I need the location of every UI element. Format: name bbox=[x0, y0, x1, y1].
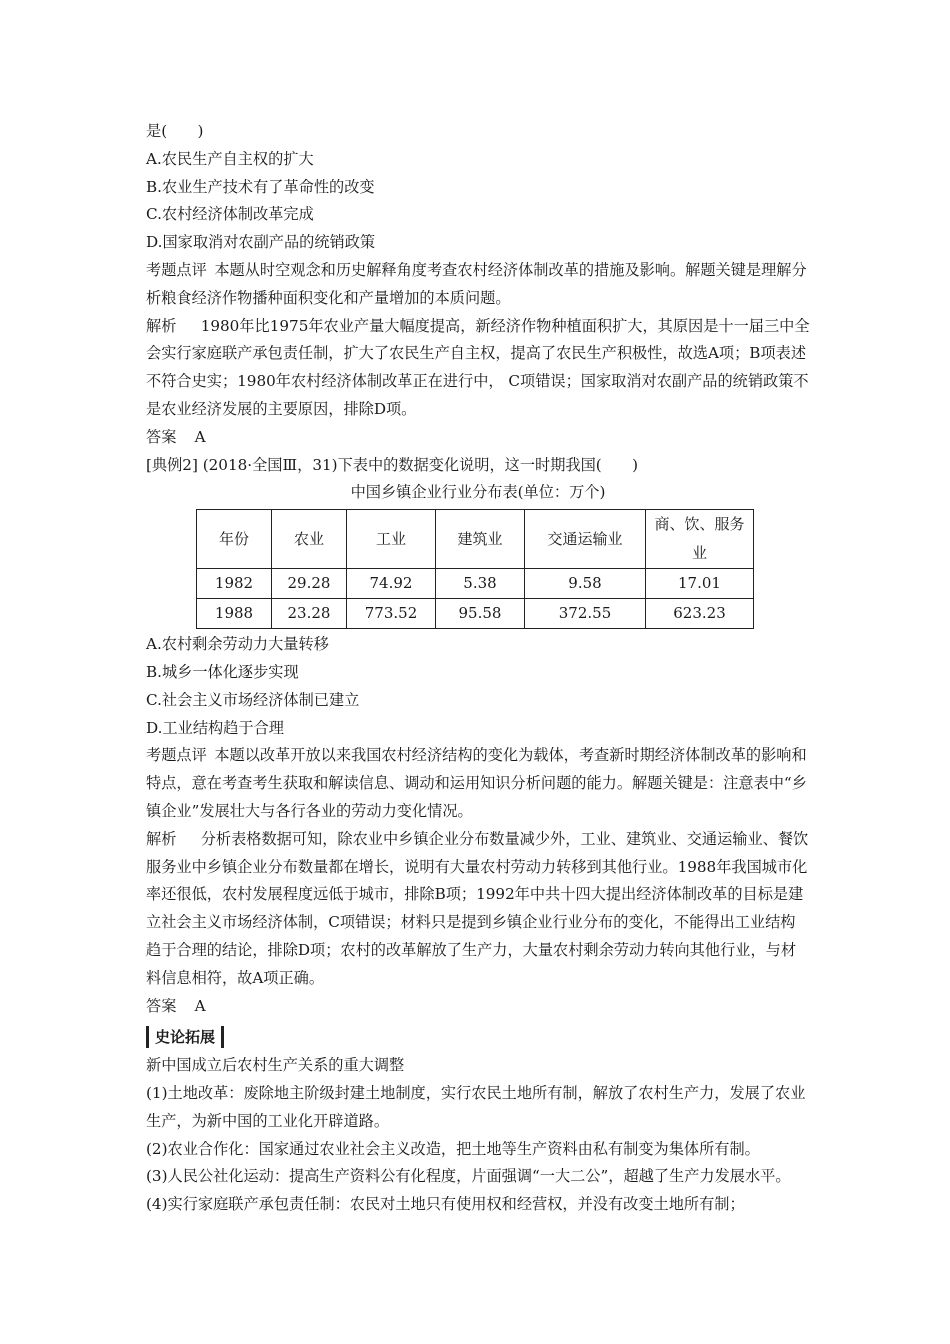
table-header-cell: 商、饮、服务业 bbox=[646, 510, 754, 569]
q1-option-d: D.国家取消对农副产品的统销政策 bbox=[146, 233, 376, 252]
table-cell: 1982 bbox=[197, 569, 272, 599]
table-cell: 372.55 bbox=[525, 599, 646, 629]
q2-answer-label: 答案 bbox=[146, 996, 177, 1015]
q1-option-c: C.农村经济体制改革完成 bbox=[146, 205, 314, 224]
q1-option-b: B.农业生产技术有了革命性的改变 bbox=[146, 177, 375, 196]
table-header-cell: 工业 bbox=[347, 510, 436, 569]
extension-heading: 新中国成立后农村生产关系的重大调整 bbox=[146, 1056, 405, 1075]
table-header-cell: 交通运输业 bbox=[525, 510, 646, 569]
q1-option-a: A.农民生产自主权的扩大 bbox=[146, 149, 314, 168]
document-page bbox=[146, 118, 810, 1219]
table-cell: 29.28 bbox=[272, 569, 347, 599]
table-cell: 95.58 bbox=[436, 599, 525, 629]
q2-analysis-text: 分析表格数据可知，除农业中乡镇企业分布数量减少外，工业、建筑业、交通运输业、餐饮服务业中乡镇企业分布数量都在增长，说明有大量农村劳动力转移到其他行业。1988年我国城市化率还很低，农村发展程度远低于城市，排除B项；1992年中共十四大提出经济体制改革的目标是建立社会主义市场经济体制，C项错误；材料只是提到乡镇企业行业分布的变化，不能得出工业结构趋于合理的结论，排除D项；农村的改革解放了生产力，大量农村剩余劳动力转向其他行业，与材料信息相符，故A项正确。 bbox=[146, 829, 809, 987]
table-cell: 17.01 bbox=[646, 569, 754, 599]
q2-review-text: 本题以改革开放以来我国农村经济结构的变化为载体，考查新时期经济体制改革的影响和特点，意在考查考生获取和解读信息、调动和运用知识分析问题的能力。解题关键是：注意表中“乡镇企业”发展壮大与各行各业的劳动力变化情况。 bbox=[146, 746, 807, 820]
q2-answer bbox=[146, 993, 810, 1021]
q2-option-a: A.农村剩余劳动力大量转移 bbox=[146, 635, 329, 654]
table-row bbox=[197, 599, 754, 629]
extension-item: (3)人民公社化运动：提高生产资料公有化程度，片面强调“一大二公”，超越了生产力发展水平。 bbox=[146, 1167, 791, 1186]
q2-review-label: 考题点评 bbox=[146, 746, 207, 765]
q2-option-b: B.城乡一体化逐步实现 bbox=[146, 662, 299, 681]
table-header-row bbox=[197, 510, 754, 569]
q2-review bbox=[146, 742, 810, 825]
table-row bbox=[197, 569, 754, 599]
table-header-cell: 农业 bbox=[272, 510, 347, 569]
q2-option-c: C.社会主义市场经济体制已建立 bbox=[146, 690, 360, 709]
table-cell: 1988 bbox=[197, 599, 272, 629]
q2-analysis-label: 解析 bbox=[146, 829, 177, 848]
q1-answer-label: 答案 bbox=[146, 427, 177, 446]
table-cell: 5.38 bbox=[436, 569, 525, 599]
extension-tag: 史论拓展 bbox=[146, 1026, 224, 1048]
q1-analysis-label: 解析 bbox=[146, 316, 177, 335]
table-cell: 74.92 bbox=[347, 569, 436, 599]
table-cell: 773.52 bbox=[347, 599, 436, 629]
q1-review bbox=[146, 257, 810, 313]
q2-stem: [典例2] (2018·全国Ⅲ，31)下表中的数据变化说明，这一时期我国( ) bbox=[146, 455, 638, 474]
q1-answer bbox=[146, 424, 810, 452]
q1-review-label: 考题点评 bbox=[146, 260, 207, 279]
q1-analysis bbox=[146, 313, 810, 424]
extension-item: (1)土地改革：废除地主阶级封建土地制度，实行农民土地所有制，解放了农村生产力，发展了农业生产，为新中国的工业化开辟道路。 bbox=[146, 1083, 806, 1130]
q2-answer-value: A bbox=[194, 996, 206, 1015]
q2-analysis bbox=[146, 826, 810, 993]
table-header-cell: 建筑业 bbox=[436, 510, 525, 569]
table-cell: 9.58 bbox=[525, 569, 646, 599]
q1-answer-value: A bbox=[194, 427, 206, 446]
q1-analysis-text: 1980年比1975年农业产量大幅度提高，新经济作物种植面积扩大，其原因是十一届三中全会实行家庭联产承包责任制，扩大了农民生产自主权，提高了农民生产积极性，故选A项；B项表述不符合史实；1980年农村经济体制改革正在进行中， C项错误；国家取消对农副产品的统销政策不是农业经济发展的主要原因，排除D项。 bbox=[146, 316, 810, 418]
table-cell: 23.28 bbox=[272, 599, 347, 629]
table-header-cell: 年份 bbox=[197, 510, 272, 569]
q2-option-d: D.工业结构趋于合理 bbox=[146, 718, 284, 737]
extension-item: (4)实行家庭联产承包责任制：农民对土地只有使用权和经营权，并没有改变土地所有制； bbox=[146, 1195, 745, 1214]
q1-review-text: 本题从时空观念和历史解释角度考查农村经济体制改革的措施及影响。解题关键是理解分析粮食经济作物播种面积变化和产量增加的本质问题。 bbox=[146, 260, 807, 307]
extension-section bbox=[146, 1020, 810, 1219]
table-cell: 623.23 bbox=[646, 599, 754, 629]
q1-stem-tail: 是( ) bbox=[146, 122, 204, 140]
enterprise-distribution-table bbox=[196, 509, 754, 629]
q2-table-title: 中国乡镇企业行业分布表(单位：万个) bbox=[350, 483, 606, 502]
extension-item: (2)农业合作化：国家通过农业社会主义改造，把土地等生产资料由私有制变为集体所有制。 bbox=[146, 1139, 760, 1158]
